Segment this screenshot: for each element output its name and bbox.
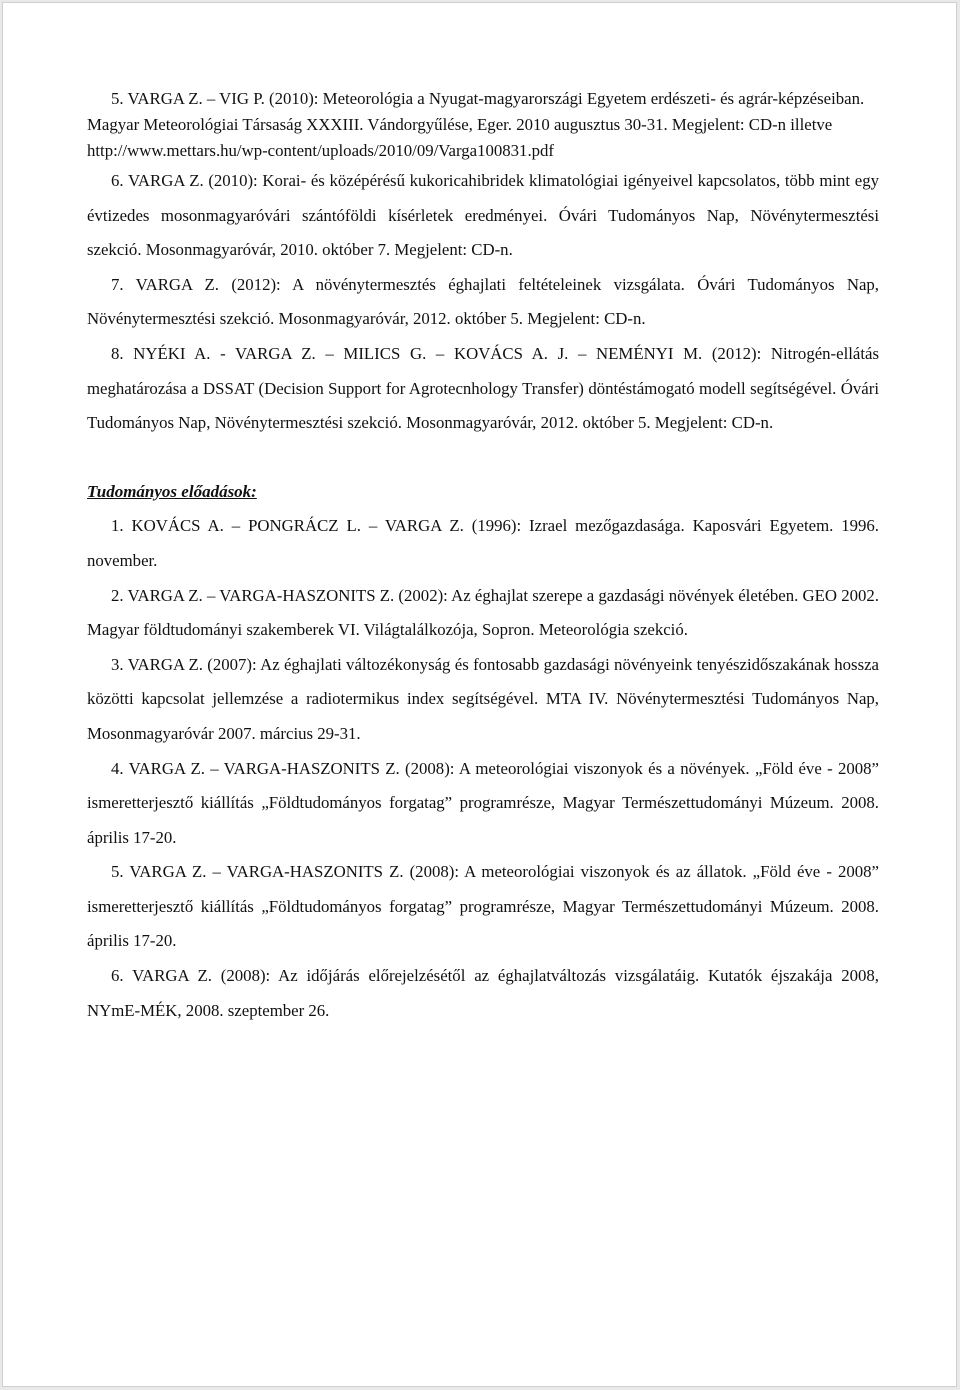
lecture-text: 4. VARGA Z. – VARGA-HASZONITS Z. (2008): A meteorológiai viszonyok és a növények. „Föld éve - 2008” ismeretterjesztő kiállítás „Földtudományos forgatag” programrésze, Magyar Természettudományi Múzeum. 2008. április 17-20.: [87, 758, 879, 847]
page-content: [87, 86, 879, 1028]
lecture-text: 1. KOVÁCS A. – PONGRÁCZ L. – VARGA Z. (1996): Izrael mezőgazdasága. Kaposvári Egyetem. 1996. november.: [87, 516, 879, 570]
lecture-text: 2. VARGA Z. – VARGA-HASZONITS Z. (2002): Az éghajlat szerepe a gazdasági növények életében. GEO 2002. Magyar földtudományi szakemberek VI. Világtalálkozója, Sopron. Meteorológia szekció.: [87, 585, 879, 640]
lecture-text: 5. VARGA Z. – VARGA-HASZONITS Z. (2008): A meteorológiai viszonyok és az állatok. „Föld éve - 2008” ismeretterjesztő kiállítás „Földtudományos forgatag” programrésze, Magyar Természettudományi Múzeum. 2008. április 17-20.: [87, 862, 879, 951]
lecture-entry-6: [87, 959, 879, 1028]
document-page: [2, 2, 957, 1387]
publication-text: 8. NYÉKI A. - VARGA Z. – MILICS G. – KOVÁCS A. J. – NEMÉNYI M. (2012): Nitrogén-ellátás meghatározása a DSSAT (Decision Support for Agrotecnhology Transfer) döntéstámogató modell segítségével. Óvári Tudományos Nap, Növénytermesztési szekció. Mosonmagyaróvár, 2012. október 5. Megjelent: CD-n.: [87, 343, 879, 433]
lecture-text: 3. VARGA Z. (2007): Az éghajlati változékonyság és fontosabb gazdasági növényeink tenyészidőszakának hossza közötti kapcsolat jellemzése a radiotermikus index segítségével. MTA IV. Növénytermesztési Tudományos Nap, Mosonmagyaróvár 2007. március 29-31.: [87, 654, 879, 743]
section-heading-lectures: Tudományos előadások:: [87, 481, 257, 501]
publication-text: 7. VARGA Z. (2012): A növénytermesztés éghajlati feltételeinek vizsgálata. Óvári Tudományos Nap, Növénytermesztési szekció. Mosonmagyaróvár, 2012. október 5. Megjelent: CD-n.: [87, 274, 879, 329]
lecture-entry-4: [87, 752, 879, 856]
publication-entry-6: [87, 164, 879, 268]
lecture-entry-1: [87, 509, 879, 578]
publication-text: 6. VARGA Z. (2010): Korai- és középérésű kukoricahibridek klimatológiai igényeivel kapcsolatos, több mint egy évtizedes mosonmagyaróvári szántóföldi kísérletek eredményei. Óvári Tudományos Nap, Növénytermesztési szekció. Mosonmagyaróvár, 2010. október 7. Megjelent: CD-n.: [87, 171, 879, 260]
lecture-entry-2: [87, 579, 879, 648]
publication-entry-8: [87, 337, 879, 441]
lecture-text: 6. VARGA Z. (2008): Az időjárás előrejelzésétől az éghajlatváltozás vizsgálatáig. Kutatók éjszakája 2008, NYmE-MÉK, 2008. szeptember 26.: [87, 966, 879, 1020]
publication-entry-7: [87, 268, 879, 337]
lecture-entry-5: [87, 855, 879, 959]
publication-text: 5. VARGA Z. – VIG P. (2010): Meteorológia a Nyugat-magyarországi Egyetem erdészeti- és agrár-képzéseiban. Magyar Meteorológiai Társaság XXXIII. Vándorgyűlése, Eger. 2010 augusztus 30-31. Megjelent: CD-n illetve http://www.mettars.hu/wp-content/uploads/2010/09/Varga100831.pdf: [87, 89, 865, 160]
publication-entry-5: [87, 86, 879, 164]
lecture-entry-3: [87, 648, 879, 752]
